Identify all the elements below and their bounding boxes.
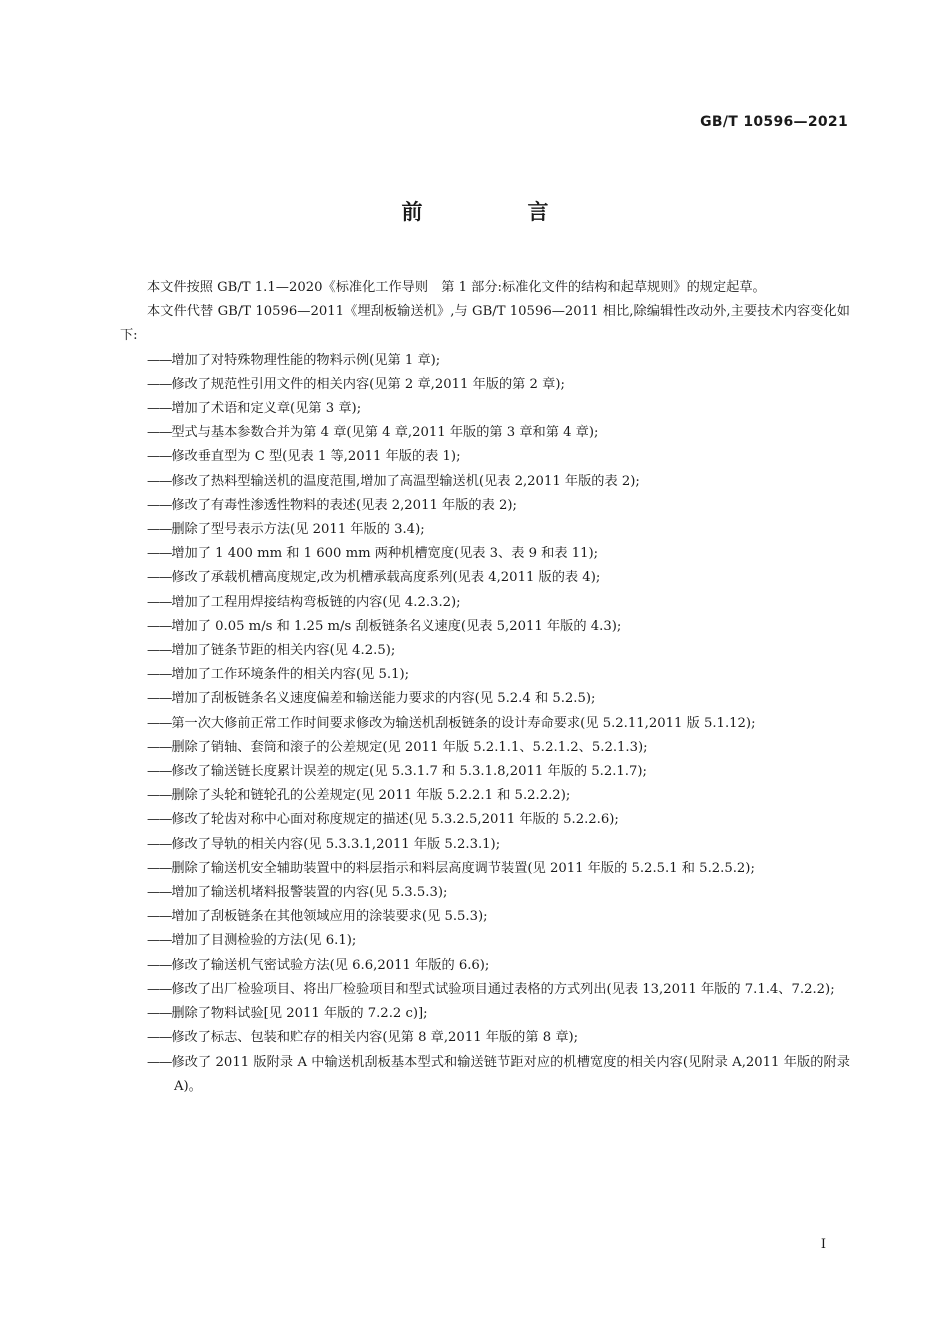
list-item-text: 修改了承载机槽高度规定,改为机槽承载高度系列(见表 4,2011 版的表 4); — [171, 570, 601, 586]
list-item-text: 增加了链条节距的相关内容(见 4.2.5); — [171, 643, 396, 659]
list-item — [120, 494, 850, 518]
list-item-dash: —— — [147, 570, 172, 586]
document-body — [120, 276, 850, 1099]
list-item-text: 删除了型号表示方法(见 2011 年版的 3.4); — [171, 522, 425, 538]
list-item — [120, 639, 850, 663]
list-item — [120, 1002, 850, 1026]
list-item-dash: —— — [147, 691, 172, 707]
list-item — [120, 349, 850, 373]
list-item — [120, 712, 850, 736]
list-item-dash: —— — [147, 546, 172, 562]
intro-paragraph-2: 本文件代替 GB/T 10596—2011《埋刮板输送机》,与 GB/T 10596—2011 相比,除编辑性改动外,主要技术内容变化如下: — [120, 304, 850, 344]
list-item-text: 修改了有毒性渗透性物料的表述(见表 2,2011 年版的表 2); — [171, 497, 517, 513]
list-item — [120, 591, 850, 615]
list-item-dash: —— — [147, 473, 172, 489]
list-item-dash: —— — [147, 860, 172, 876]
intro-paragraph-1: 本文件按照 GB/T 1.1—2020《标准化工作导则 第 1 部分:标准化文件的结构和起草规则》的规定起草。 — [147, 280, 766, 295]
list-item — [120, 1051, 850, 1099]
page-title: 前 言 — [401, 200, 591, 224]
list-item-text: 删除了输送机安全辅助装置中的料层指示和料层高度调节装置(见 2011 年版的 5.2.5.1 和 5.2.5.2); — [171, 860, 755, 876]
list-item — [120, 929, 850, 953]
list-item-text: 增加了输送机堵料报警装置的内容(见 5.3.5.3); — [171, 885, 448, 901]
list-item — [120, 833, 850, 857]
list-item — [120, 373, 850, 397]
list-item-text: 修改了热料型输送机的温度范围,增加了高温型输送机(见表 2,2011 年版的表 2); — [171, 473, 640, 489]
list-item-dash: —— — [147, 764, 172, 780]
list-item-text: 修改了标志、包装和贮存的相关内容(见第 8 章,2011 年版的第 8 章); — [171, 1030, 579, 1046]
list-item-text: 删除了头轮和链轮孔的公差规定(见 2011 年版 5.2.2.1 和 5.2.2.2); — [171, 788, 571, 804]
list-item-text: 修改了轮齿对称中心面对称度规定的描述(见 5.3.2.5,2011 年版的 5.2.2.6); — [171, 812, 619, 828]
list-item-text: 增加了 0.05 m/s 和 1.25 m/s 刮板链条名义速度(见表 5,2011 年版的 4.3); — [171, 618, 622, 634]
list-item — [120, 421, 850, 445]
list-item — [120, 663, 850, 687]
list-item-text: 增加了工作环境条件的相关内容(见 5.1); — [171, 667, 410, 683]
list-item — [120, 445, 850, 469]
list-item-text: 删除了销轴、套筒和滚子的公差规定(见 2011 年版 5.2.1.1、5.2.1.2、5.2.1.3); — [171, 739, 648, 755]
list-item-dash: —— — [147, 1030, 172, 1046]
list-item-dash: —— — [147, 981, 172, 997]
list-item — [120, 518, 850, 542]
list-item-dash: —— — [147, 594, 172, 610]
list-item — [120, 615, 850, 639]
list-item-dash: —— — [147, 449, 172, 465]
change-list — [120, 349, 850, 1099]
list-item — [120, 808, 850, 832]
list-item-dash: —— — [147, 788, 172, 804]
list-item-dash: —— — [147, 401, 172, 417]
list-item-dash: —— — [147, 836, 172, 852]
list-item-text: 修改了导轨的相关内容(见 5.3.3.1,2011 年版 5.2.3.1); — [171, 836, 501, 852]
list-item — [120, 1026, 850, 1050]
list-item-text: 增加了刮板链条在其他领域应用的涂装要求(见 5.5.3); — [171, 909, 488, 925]
list-item-dash: —— — [147, 739, 172, 755]
page-number: I — [820, 1237, 826, 1252]
list-item-dash: —— — [147, 667, 172, 683]
list-item — [120, 857, 850, 881]
list-item — [120, 566, 850, 590]
list-item-text: 型式与基本参数合并为第 4 章(见第 4 章,2011 年版的第 3 章和第 4 章); — [171, 425, 599, 441]
list-item — [120, 978, 850, 1002]
list-item-dash: —— — [147, 957, 172, 973]
list-item-text: 修改了出厂检验项目、将出厂检验项目和型式试验项目通过表格的方式列出(见表 13,2011 年版的 7.1.4、7.2.2); — [171, 981, 835, 997]
list-item — [120, 760, 850, 784]
list-item-dash: —— — [147, 909, 172, 925]
list-item-text: 第一次大修前正常工作时间要求修改为输送机刮板链条的设计寿命要求(见 5.2.11,2011 版 5.1.12); — [171, 715, 756, 731]
list-item-text: 删除了物料试验[见 2011 年版的 7.2.2 c)]; — [171, 1006, 428, 1022]
list-item-dash: —— — [147, 933, 172, 949]
list-item-text: 修改了输送链长度累计误差的规定(见 5.3.1.7 和 5.3.1.8,2011 年版的 5.2.1.7); — [171, 764, 647, 780]
list-item-text: 增加了工程用焊接结构弯板链的内容(见 4.2.3.2); — [171, 594, 461, 610]
list-item — [120, 542, 850, 566]
list-item — [120, 784, 850, 808]
list-item-dash: —— — [147, 885, 172, 901]
list-item-text: 修改了 2011 版附录 A 中输送机刮板基本型式和输送链节距对应的机槽宽度的相关内容(见附录 A,2011 年版的附录 A)。 — [171, 1054, 850, 1094]
list-item-text: 增加了 1 400 mm 和 1 600 mm 两种机槽宽度(见表 3、表 9 和表 11); — [171, 546, 599, 562]
list-item — [120, 881, 850, 905]
list-item-dash: —— — [147, 425, 172, 441]
list-item — [120, 687, 850, 711]
list-item-dash: —— — [147, 497, 172, 513]
list-item-dash: —— — [147, 1054, 172, 1070]
list-item-dash: —— — [147, 352, 172, 368]
list-item — [120, 954, 850, 978]
document-code: GB/T 10596—2021 — [700, 114, 848, 130]
list-item-dash: —— — [147, 715, 172, 731]
list-item — [120, 736, 850, 760]
list-item-dash: —— — [147, 1006, 172, 1022]
list-item — [120, 397, 850, 421]
list-item-text: 增加了术语和定义章(见第 3 章); — [171, 401, 362, 417]
list-item-text: 修改垂直型为 C 型(见表 1 等,2011 年版的表 1); — [171, 449, 461, 465]
list-item-text: 修改了输送机气密试验方法(见 6.6,2011 年版的 6.6); — [171, 957, 490, 973]
list-item-dash: —— — [147, 812, 172, 828]
list-item-text: 修改了规范性引用文件的相关内容(见第 2 章,2011 年版的第 2 章); — [171, 376, 565, 392]
list-item-dash: —— — [147, 643, 172, 659]
list-item — [120, 470, 850, 494]
list-item-dash: —— — [147, 618, 172, 634]
list-item-text: 增加了目测检验的方法(见 6.1); — [171, 933, 357, 949]
list-item-text: 增加了刮板链条名义速度偏差和输送能力要求的内容(见 5.2.4 和 5.2.5); — [171, 691, 596, 707]
list-item — [120, 905, 850, 929]
list-item-dash: —— — [147, 376, 172, 392]
list-item-dash: —— — [147, 522, 172, 538]
list-item-text: 增加了对特殊物理性能的物料示例(见第 1 章); — [171, 352, 441, 368]
